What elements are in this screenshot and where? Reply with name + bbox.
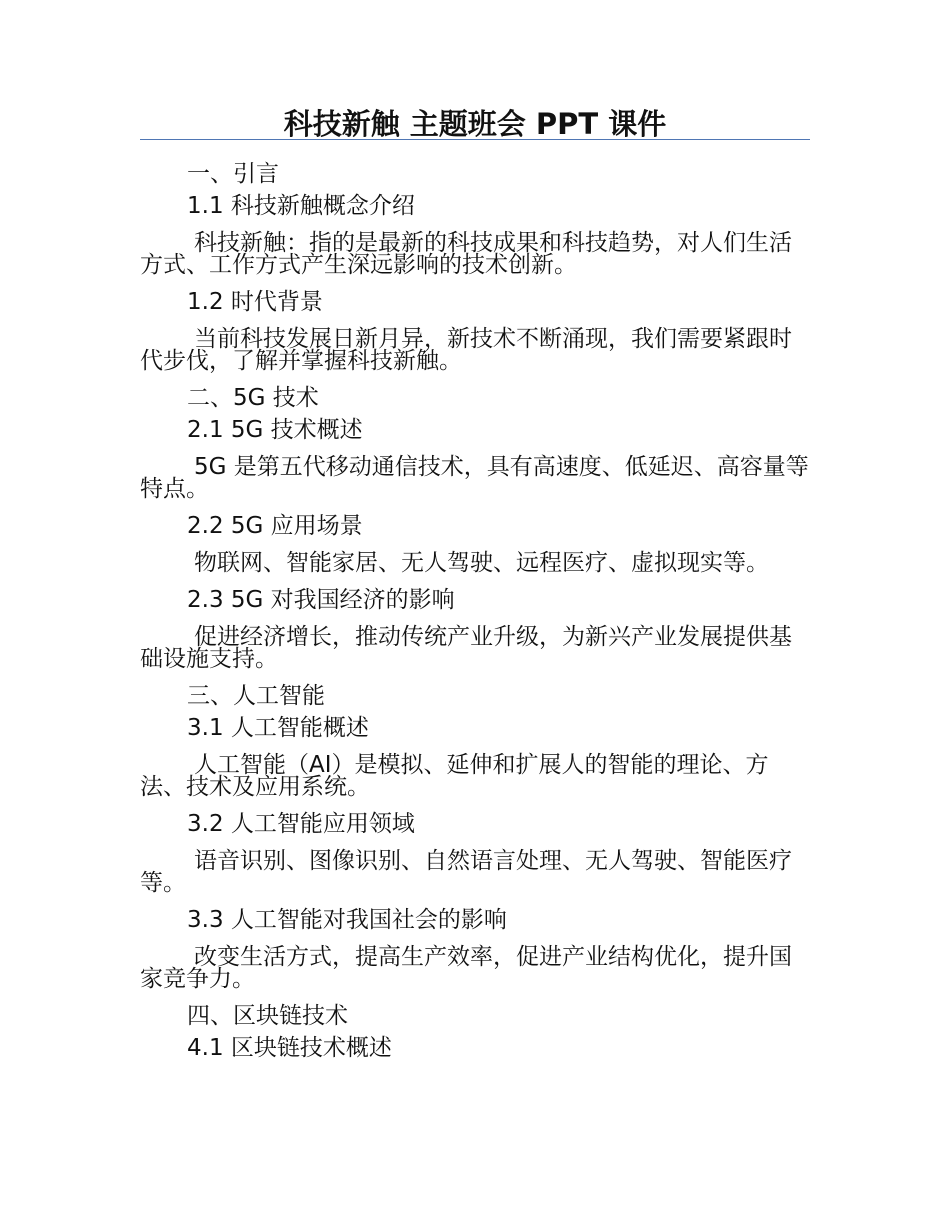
subsection-heading: 2.2 5G 应用场景 (187, 513, 363, 539)
subsection-heading: 4.1 区块链技术概述 (187, 1035, 392, 1061)
paragraph: 当前科技发展日新月异，新技术不断涌现，我们需要紧跟时代步伐，了解并掌握科技新触。 (140, 326, 792, 374)
section-heading: 一、引言 (187, 161, 279, 187)
paragraph: 人工智能（AI）是模拟、延伸和扩展人的智能的理论、方法、技术及应用系统。 (140, 752, 769, 800)
subsection-heading: 2.3 5G 对我国经济的影响 (187, 587, 455, 613)
paragraph: 促进经济增长，推动传统产业升级，为新兴产业发展提供基础设施支持。 (140, 624, 792, 672)
subsection-heading: 3.2 人工智能应用领域 (187, 811, 415, 837)
subsection-heading: 1.1 科技新触概念介绍 (187, 193, 415, 219)
document-body (140, 158, 810, 1064)
subsection-heading: 3.1 人工智能概述 (187, 715, 369, 741)
section-heading: 三、人工智能 (187, 683, 325, 709)
subsection-heading: 2.1 5G 技术概述 (187, 417, 363, 443)
document-title: 科技新触 主题班会 PPT 课件 (283, 107, 667, 141)
section-heading: 二、5G 技术 (187, 385, 319, 411)
title-underline (140, 139, 810, 140)
section-heading: 四、区块链技术 (187, 1003, 348, 1029)
paragraph: 5G 是第五代移动通信技术，具有高速度、低延迟、高容量等特点。 (140, 454, 809, 502)
paragraph: 改变生活方式，提高生产效率，促进产业结构优化，提升国家竞争力。 (140, 944, 792, 992)
paragraph: 科技新触：指的是最新的科技成果和科技趋势，对人们生活方式、工作方式产生深远影响的技术创新。 (140, 230, 792, 278)
paragraph: 物联网、智能家居、无人驾驶、远程医疗、虚拟现实等。 (194, 550, 769, 576)
subsection-heading: 3.3 人工智能对我国社会的影响 (187, 907, 507, 933)
subsection-heading: 1.2 时代背景 (187, 289, 323, 315)
paragraph: 语音识别、图像识别、自然语言处理、无人驾驶、智能医疗等。 (140, 848, 792, 896)
